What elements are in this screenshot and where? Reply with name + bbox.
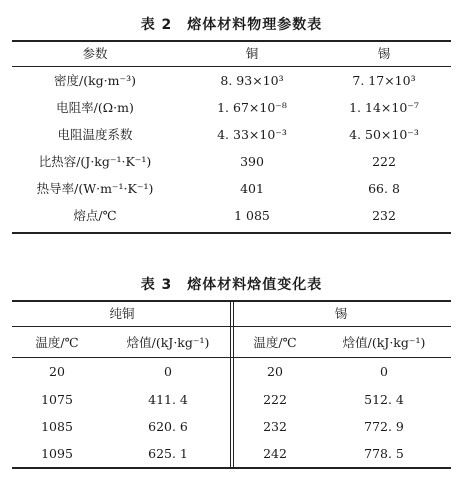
table2-param-temp-coeff: 电阻温度系数: [57, 127, 133, 142]
table2-sn-density: 7. 17×10³: [352, 73, 416, 88]
table3-row1-cu-enthalpy: 411. 4: [148, 392, 188, 407]
table2-param-resistivity: 电阻率/(Ω·m): [56, 100, 134, 115]
table2-param-melting: 熔点/℃: [73, 208, 117, 223]
table3-row2-cu-enthalpy: 620. 6: [148, 419, 188, 434]
table2-sn-specific-heat: 222: [372, 154, 396, 169]
table3-row3-cu-temp: 1095: [41, 446, 73, 461]
table2-header-sn: 锡: [377, 46, 391, 61]
table3-column-divider-right: [233, 302, 234, 468]
table2-param-density: 密度/(kg·m⁻³): [54, 73, 136, 88]
table3-subheader-sn-enthalpy: 焓值/(kJ·kg⁻¹): [342, 335, 426, 350]
table2-top-rule: [12, 40, 451, 42]
table2-cu-temp-coeff: 4. 33×10⁻³: [217, 127, 287, 142]
table3-caption: 表 3 熔体材料焓值变化表: [140, 277, 323, 293]
table3-row1-sn-enthalpy: 512. 4: [364, 392, 404, 407]
table3-top-rule: [12, 300, 451, 302]
table3-row3-sn-enthalpy: 778. 5: [364, 446, 404, 461]
table3-row2-cu-temp: 1085: [41, 419, 73, 434]
table3-row2-sn-enthalpy: 772. 9: [364, 419, 404, 434]
table2-bottom-rule: [12, 232, 451, 234]
table2-header-cu: 铜: [245, 46, 259, 61]
table3-row0-sn-temp: 20: [267, 364, 283, 379]
table3-subheader-cu-temp: 温度/℃: [35, 335, 79, 350]
table3-row3-cu-enthalpy: 625. 1: [148, 446, 188, 461]
table2-caption: 表 2 熔体材料物理参数表: [140, 17, 323, 33]
table2-sn-melting: 232: [372, 208, 396, 223]
table2-header-rule: [12, 66, 451, 67]
table3-bottom-rule: [12, 467, 451, 469]
table2-cu-thermal-cond: 401: [240, 181, 264, 196]
table3-row0-cu-enthalpy: 0: [164, 364, 172, 379]
table2-sn-thermal-cond: 66. 8: [368, 181, 400, 196]
table3-row1-sn-temp: 222: [263, 392, 287, 407]
table3-row0-cu-temp: 20: [49, 364, 65, 379]
table3-header-rule: [12, 357, 451, 358]
table2-cu-specific-heat: 390: [240, 154, 264, 169]
table2-param-specific-heat: 比热容/(J·kg⁻¹·K⁻¹): [38, 154, 152, 169]
table2-cu-melting: 1 085: [234, 208, 270, 223]
table3-subheader-cu-enthalpy: 焓值/(kJ·kg⁻¹): [126, 335, 210, 350]
table2-sn-resistivity: 1. 14×10⁻⁷: [349, 100, 419, 115]
table2-sn-temp-coeff: 4. 50×10⁻³: [349, 127, 419, 142]
table3-row1-cu-temp: 1075: [41, 392, 73, 407]
table2-cu-density: 8. 93×10³: [220, 73, 284, 88]
table3-row0-sn-enthalpy: 0: [380, 364, 388, 379]
table3-group-rule: [12, 326, 451, 327]
table3-group-header-cu: 纯铜: [109, 306, 135, 321]
table3-group-header-sn: 锡: [334, 306, 348, 321]
table3-subheader-sn-temp: 温度/℃: [253, 335, 297, 350]
table3-row2-sn-temp: 232: [263, 419, 287, 434]
table2-param-thermal-cond: 热导率/(W·m⁻¹·K⁻¹): [36, 181, 154, 196]
table3-row3-sn-temp: 242: [263, 446, 287, 461]
table2-header-param: 参数: [82, 46, 108, 61]
table3-column-divider-left: [230, 302, 231, 468]
table2-cu-resistivity: 1. 67×10⁻⁸: [217, 100, 287, 115]
